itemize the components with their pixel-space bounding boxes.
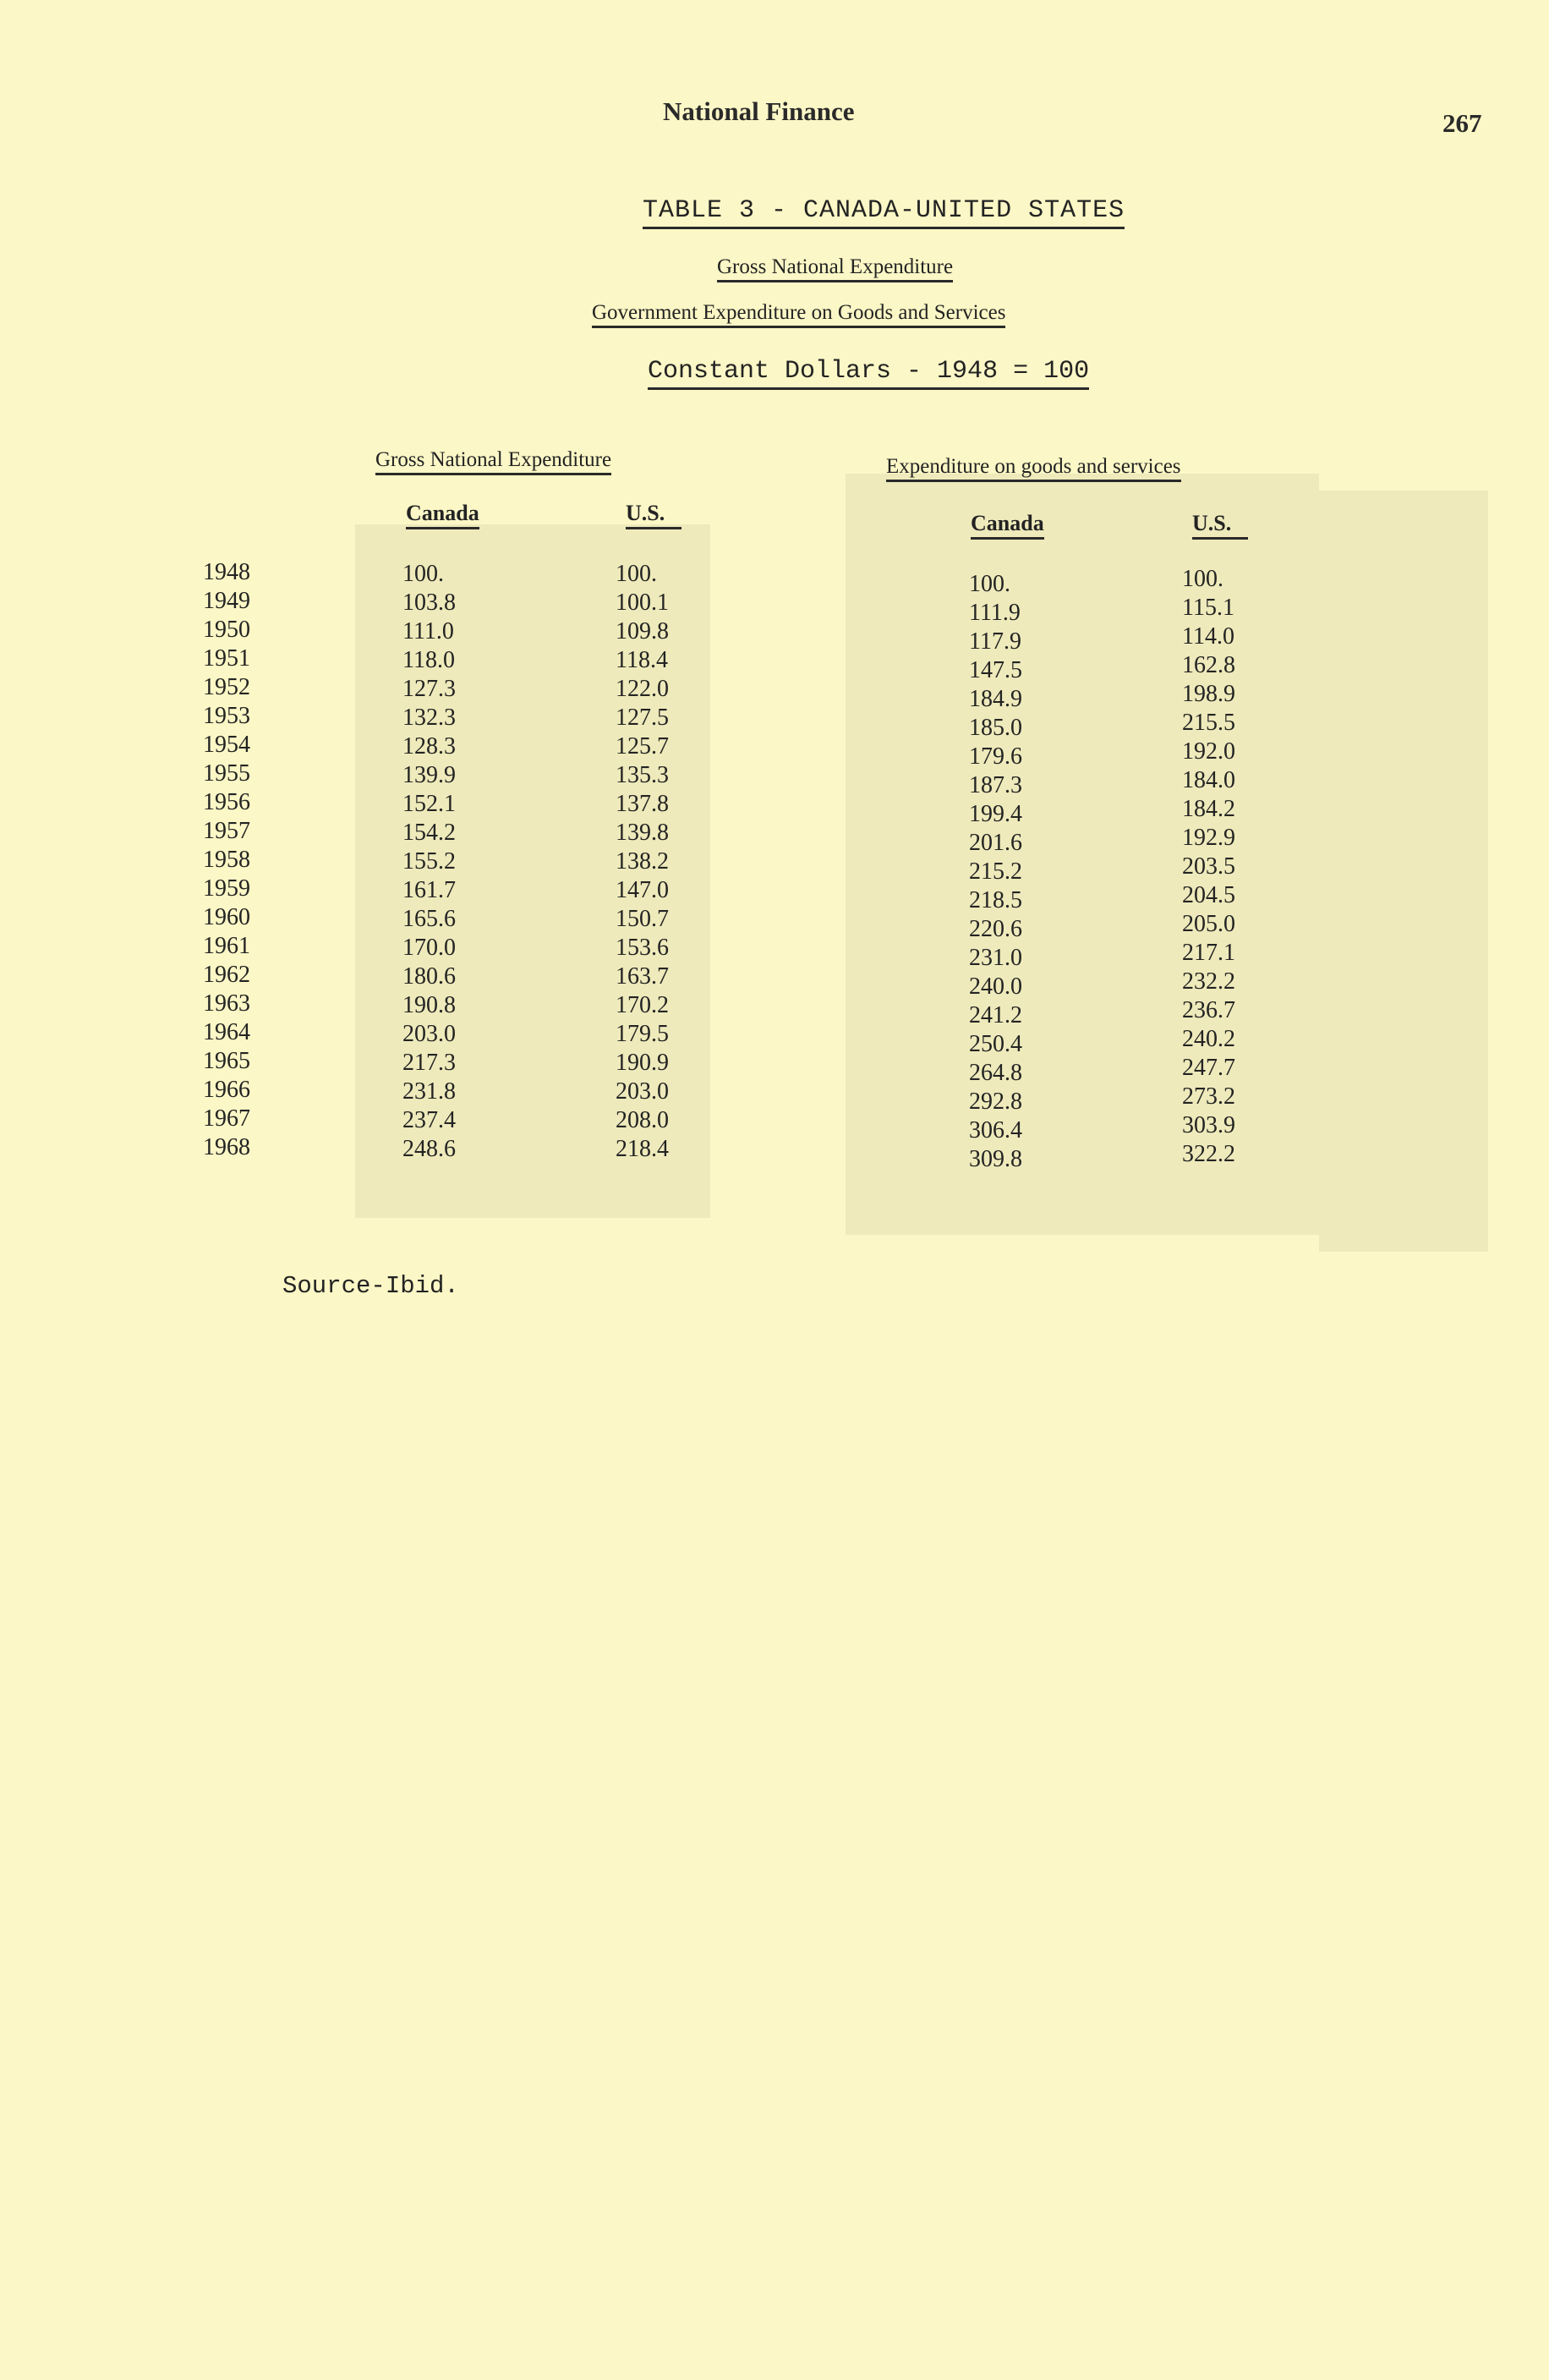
col-header-gne-canada-text: Canada (406, 501, 479, 529)
year-cell: 1961 (203, 933, 250, 959)
gov-canada-cell: 231.0 (969, 945, 1022, 971)
gne-canada-cell: 170.0 (402, 935, 456, 961)
gne-canada-cell: 190.8 (402, 992, 456, 1018)
gov-canada-cell: 117.9 (969, 628, 1021, 655)
gne-canada-cell: 100. (402, 561, 444, 587)
year-cell: 1962 (203, 962, 250, 988)
col-header-gne-us (626, 501, 681, 526)
gne-us-cell: 208.0 (616, 1107, 669, 1133)
group-header-gov-text: Expenditure on goods and services (886, 455, 1181, 482)
gov-canada-cell: 292.8 (969, 1089, 1022, 1115)
gne-us-cell: 137.8 (616, 791, 669, 817)
gov-us-cell: 115.1 (1182, 595, 1234, 621)
gne-canada-cell: 139.9 (402, 762, 456, 788)
gne-canada-cell: 103.8 (402, 590, 456, 616)
gne-us-cell: 100. (616, 561, 657, 587)
gov-canada-cell: 215.2 (969, 858, 1022, 885)
running-head: National Finance (663, 96, 855, 126)
gne-canada-cell: 248.6 (402, 1136, 456, 1162)
gov-us-cell: 322.2 (1182, 1141, 1235, 1167)
gne-us-cell: 109.8 (616, 618, 669, 644)
table-subtitle-constant-text: Constant Dollars - 1948 = 100 (648, 357, 1089, 390)
gne-us-cell: 118.4 (616, 647, 668, 673)
year-cell: 1959 (203, 875, 250, 902)
gov-us-cell: 192.9 (1182, 825, 1235, 851)
gne-canada-cell: 155.2 (402, 848, 456, 875)
gne-us-cell: 127.5 (616, 705, 669, 731)
gov-canada-cell: 179.6 (969, 743, 1022, 770)
gne-us-cell: 135.3 (616, 762, 669, 788)
table-title-text: TABLE 3 - CANADA-UNITED STATES (643, 196, 1125, 229)
gov-canada-cell: 100. (969, 571, 1010, 597)
gov-canada-cell: 218.5 (969, 887, 1022, 913)
gne-canada-cell: 231.8 (402, 1078, 456, 1105)
table-subtitle-gov-text: Government Expenditure on Goods and Services (592, 301, 1005, 328)
year-cell: 1966 (203, 1077, 250, 1103)
gov-us-cell: 247.7 (1182, 1055, 1235, 1081)
gov-canada-cell: 241.2 (969, 1002, 1022, 1028)
year-cell: 1967 (203, 1105, 250, 1132)
gne-us-cell: 122.0 (616, 676, 669, 702)
gov-canada-cell: 306.4 (969, 1117, 1022, 1143)
year-cell: 1950 (203, 617, 250, 643)
gov-canada-cell: 199.4 (969, 801, 1022, 827)
year-cell: 1951 (203, 645, 250, 672)
year-cell: 1964 (203, 1019, 250, 1045)
col-header-gov-canada (971, 511, 1044, 536)
gne-us-cell: 179.5 (616, 1021, 669, 1047)
gov-us-cell: 198.9 (1182, 681, 1235, 707)
col-header-gov-canada-text: Canada (971, 511, 1044, 540)
gne-us-cell: 147.0 (616, 877, 669, 903)
gne-canada-cell: 217.3 (402, 1050, 456, 1076)
year-cell: 1949 (203, 588, 250, 614)
gov-us-cell: 236.7 (1182, 997, 1235, 1023)
gne-us-cell: 138.2 (616, 848, 669, 875)
gov-us-cell: 303.9 (1182, 1112, 1235, 1138)
year-cell: 1957 (203, 818, 250, 844)
col-header-gne-canada (406, 501, 479, 526)
year-cell: 1955 (203, 760, 250, 787)
gov-canada-cell: 309.8 (969, 1146, 1022, 1172)
gne-us-cell: 100.1 (616, 590, 669, 616)
table-subtitle-gov (592, 301, 1005, 325)
gne-us-cell: 203.0 (616, 1078, 669, 1105)
table-subtitle-gne-text: Gross National Expenditure (717, 255, 953, 282)
source-note: Source-Ibid. (282, 1272, 459, 1300)
year-cell: 1960 (203, 904, 250, 930)
year-cell: 1956 (203, 789, 250, 815)
group-header-gne (375, 448, 611, 472)
gne-canada-cell: 127.3 (402, 676, 456, 702)
gov-us-cell: 184.0 (1182, 767, 1235, 793)
gne-us-column (616, 560, 669, 1164)
gne-canada-cell: 152.1 (402, 791, 456, 817)
gne-us-cell: 170.2 (616, 992, 669, 1018)
gov-us-cell: 205.0 (1182, 911, 1235, 937)
year-cell: 1968 (203, 1134, 250, 1160)
gne-us-cell: 190.9 (616, 1050, 669, 1076)
gov-us-cell: 114.0 (1182, 623, 1234, 650)
gov-us-cell: 273.2 (1182, 1083, 1235, 1110)
gov-canada-cell: 250.4 (969, 1031, 1022, 1057)
page-number: 267 (1442, 108, 1482, 138)
gov-us-column (1182, 565, 1235, 1169)
year-cell: 1963 (203, 990, 250, 1017)
gne-canada-cell: 111.0 (402, 618, 454, 644)
col-header-gov-us (1192, 511, 1248, 536)
gne-us-cell: 139.8 (616, 820, 669, 846)
year-cell: 1965 (203, 1048, 250, 1074)
gne-canada-cell: 132.3 (402, 705, 456, 731)
year-cell: 1958 (203, 847, 250, 873)
gov-us-cell: 184.2 (1182, 796, 1235, 822)
gov-us-cell: 204.5 (1182, 882, 1235, 908)
gov-canada-cell: 187.3 (969, 772, 1022, 798)
table-title (643, 196, 1125, 225)
gne-canada-cell: 180.6 (402, 963, 456, 990)
gov-canada-cell: 184.9 (969, 686, 1022, 712)
gne-canada-cell: 203.0 (402, 1021, 456, 1047)
group-header-gne-text: Gross National Expenditure (375, 448, 611, 475)
col-header-gov-us-text: U.S. (1192, 511, 1248, 540)
gne-canada-cell: 118.0 (402, 647, 455, 673)
gov-us-cell: 240.2 (1182, 1026, 1235, 1052)
table-subtitle-constant (648, 357, 1089, 386)
gov-canada-cell: 185.0 (969, 715, 1022, 741)
gne-canada-cell: 237.4 (402, 1107, 456, 1133)
col-header-gne-us-text: U.S. (626, 501, 681, 529)
table-subtitle-gne (717, 255, 953, 279)
gov-us-cell: 217.1 (1182, 940, 1235, 966)
year-cell: 1948 (203, 559, 250, 585)
gne-us-cell: 153.6 (616, 935, 669, 961)
year-cell: 1952 (203, 674, 250, 700)
gov-canada-cell: 201.6 (969, 830, 1022, 856)
gne-us-cell: 218.4 (616, 1136, 669, 1162)
bleed-through-shadow (1319, 491, 1488, 1252)
year-column (203, 558, 250, 1162)
gov-canada-cell: 240.0 (969, 973, 1022, 1000)
gov-us-cell: 162.8 (1182, 652, 1235, 678)
gne-canada-cell: 165.6 (402, 906, 456, 932)
gov-us-cell: 192.0 (1182, 738, 1235, 765)
gne-us-cell: 125.7 (616, 733, 669, 760)
group-header-gov (886, 455, 1181, 479)
gne-canada-cell: 161.7 (402, 877, 456, 903)
year-cell: 1953 (203, 703, 250, 729)
gne-us-cell: 150.7 (616, 906, 669, 932)
year-cell: 1954 (203, 732, 250, 758)
gov-canada-cell: 220.6 (969, 916, 1022, 942)
gov-us-cell: 100. (1182, 566, 1223, 592)
gov-canada-cell: 147.5 (969, 657, 1022, 683)
gov-canada-column (969, 570, 1022, 1174)
gne-canada-cell: 128.3 (402, 733, 456, 760)
gov-us-cell: 232.2 (1182, 968, 1235, 995)
gne-canada-cell: 154.2 (402, 820, 456, 846)
gov-us-cell: 203.5 (1182, 853, 1235, 880)
gov-canada-cell: 264.8 (969, 1060, 1022, 1086)
bleed-through-shadow (846, 474, 1319, 1235)
gne-us-cell: 163.7 (616, 963, 669, 990)
gov-canada-cell: 111.9 (969, 600, 1021, 626)
gov-us-cell: 215.5 (1182, 710, 1235, 736)
gne-canada-column (402, 560, 456, 1164)
